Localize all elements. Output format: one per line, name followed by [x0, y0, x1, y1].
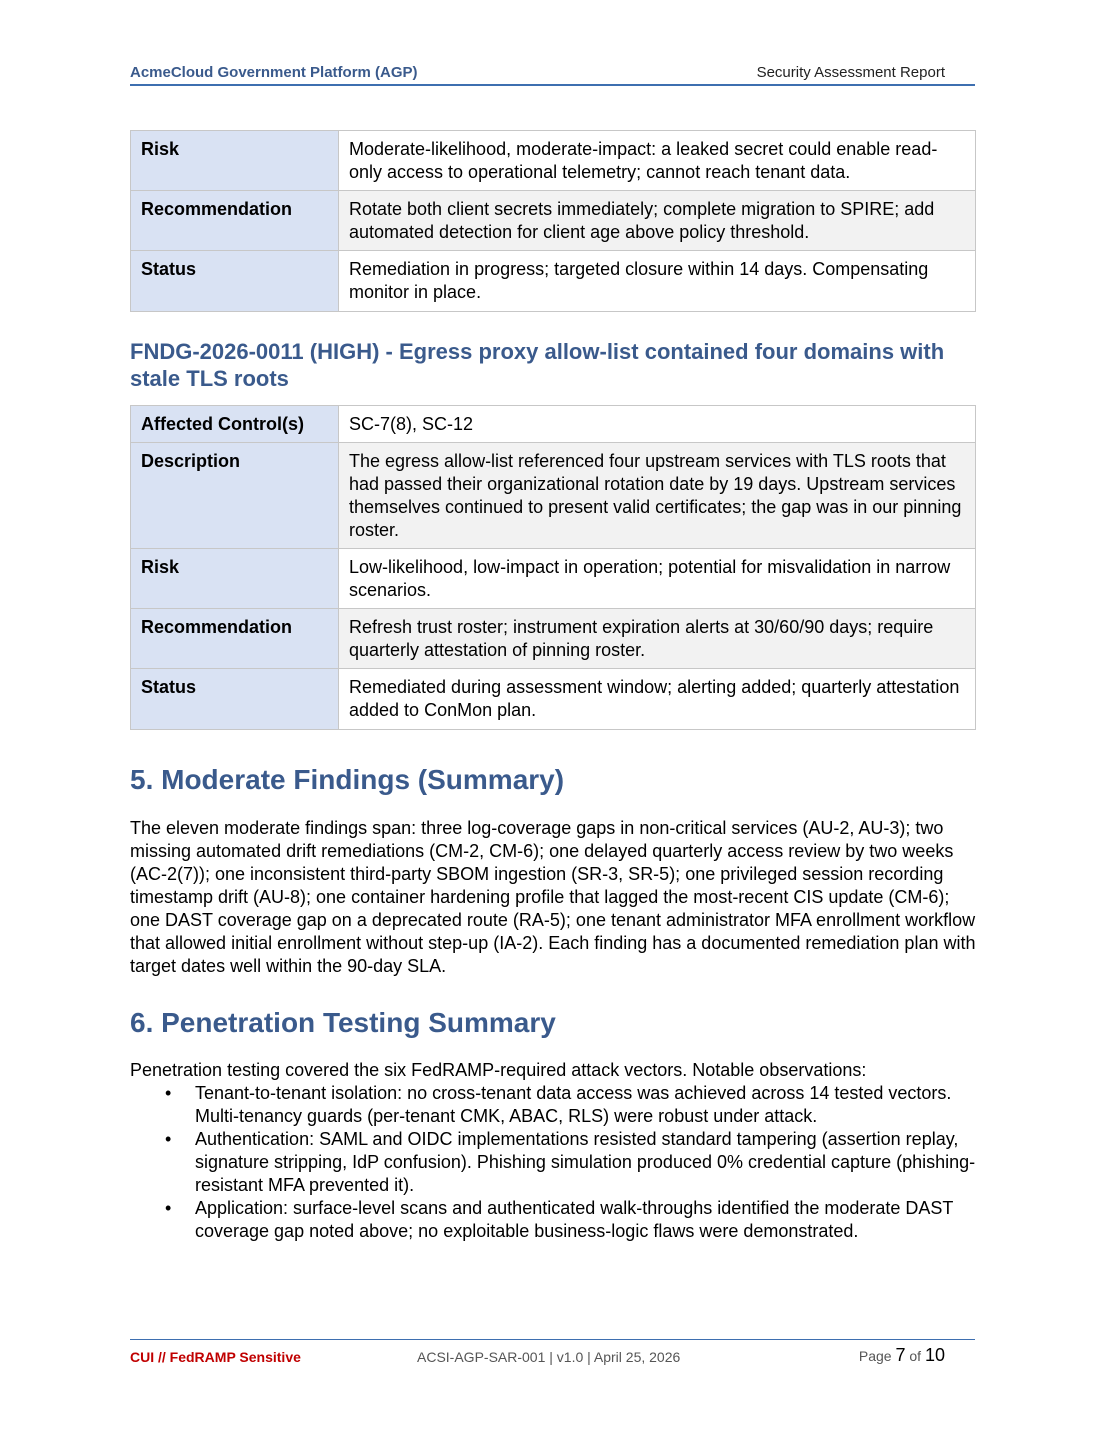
list-item-text: Application: surface-level scans and authenticated walk-throughs identified the moderate DAST coverage gap noted above; no exploitable business-logic flaws were demonstrated. — [195, 1198, 954, 1241]
page-of-label: of — [909, 1348, 922, 1364]
row-label: Risk — [131, 131, 339, 191]
cui-marking: CUI // FedRAMP Sensitive — [130, 1349, 301, 1365]
header-product-name: AcmeCloud Government Platform (AGP) — [130, 64, 418, 81]
row-label: Status — [131, 251, 339, 312]
section-heading-penetration-testing: 6. Penetration Testing Summary — [130, 1007, 556, 1038]
list-item-text: Tenant-to-tenant isolation: no cross-tenant data access was achieved across 14 tested vectors. Multi-tenancy guards (per-tenant CMK, ABAC, RLS) were robust under attack. — [195, 1083, 952, 1126]
row-value: Rotate both client secrets immediately; complete migration to SPIRE; add automated detection for client age above policy threshold. — [339, 191, 976, 251]
section-heading-moderate-findings: 5. Moderate Findings (Summary) — [130, 764, 565, 795]
row-value: Low-likelihood, low-impact in operation; potential for misvalidation in narrow scenarios. — [339, 549, 976, 609]
bullet-icon: • — [165, 1198, 172, 1218]
row-value: Remediation in progress; targeted closure within 14 days. Compensating monitor in place. — [339, 251, 976, 312]
observations-list — [130, 1082, 976, 1243]
page-header — [130, 64, 975, 86]
row-value: Refresh trust roster; instrument expiration alerts at 30/60/90 days; require quarterly attestation of pinning roster. — [339, 609, 976, 669]
row-label: Status — [131, 669, 339, 730]
row-label: Recommendation — [131, 609, 339, 669]
row-label: Affected Control(s) — [131, 406, 339, 443]
table-row — [131, 131, 976, 191]
page-number — [859, 1345, 945, 1366]
list-item — [130, 1128, 976, 1197]
table-row — [131, 406, 976, 443]
row-label: Recommendation — [131, 191, 339, 251]
table-row — [131, 191, 976, 251]
table-row — [131, 549, 976, 609]
document-id: ACSI-AGP-SAR-001 | v1.0 | April 25, 2026 — [417, 1349, 681, 1365]
bullet-icon: • — [165, 1083, 172, 1103]
table-row — [131, 443, 976, 549]
finding-detail-table-continued — [130, 130, 976, 312]
page-footer — [130, 1339, 975, 1370]
list-item — [130, 1082, 976, 1128]
list-item — [130, 1197, 976, 1243]
row-label: Description — [131, 443, 339, 549]
finding-detail-table — [130, 405, 976, 730]
section-intro-penetration-testing: Penetration testing covered the six FedRAMP-required attack vectors. Notable observations: — [130, 1060, 867, 1080]
current-page: 7 — [895, 1345, 906, 1365]
row-value: Remediated during assessment window; alerting added; quarterly attestation added to ConMon plan. — [339, 669, 976, 730]
page-label: Page — [858, 1348, 892, 1364]
finding-title: FNDG-2026-0011 (HIGH) - Egress proxy allow-list contained four domains with stale TLS roots — [130, 339, 945, 391]
section-body-moderate-findings: The eleven moderate findings span: three log-coverage gaps in non-critical services (AU-2, AU-3); two missing automated drift remediations (CM-2, CM-6); one delayed quarterly access review by two weeks (AC-2(7)); one inconsistent third-party SBOM ingestion (SR-3, SR-5); one privileged session recording timestamp drift (AU-8); one container hardening profile that lagged the most-recent CIS update (CM-6); one DAST coverage gap on a deprecated route (RA-5); one tenant administrator MFA enrollment workflow that allowed initial enrollment without step-up (IA-2). Each finding has a documented remediation plan with target dates well within the 90-day SLA. — [130, 818, 976, 976]
table-row — [131, 669, 976, 730]
bullet-icon: • — [165, 1129, 172, 1149]
row-label: Risk — [131, 549, 339, 609]
table-row — [131, 609, 976, 669]
row-value: The egress allow-list referenced four upstream services with TLS roots that had passed their organizational rotation date by 19 days. Upstream services themselves continued to present valid certificates; the gap was in our pinning roster. — [339, 443, 976, 549]
table-row — [131, 251, 976, 312]
list-item-text: Authentication: SAML and OIDC implementations resisted standard tampering (assertion replay, signature stripping, IdP confusion). Phishing simulation produced 0% credential capture (phishing-resistant MFA prevented it). — [195, 1129, 976, 1195]
row-value: SC-7(8), SC-12 — [339, 406, 976, 443]
row-value: Moderate-likelihood, moderate-impact: a leaked secret could enable read-only access to operational telemetry; cannot reach tenant data. — [339, 131, 976, 191]
page-content — [130, 130, 976, 1243]
total-pages: 10 — [924, 1345, 945, 1365]
header-report-title: Security Assessment Report — [756, 64, 945, 81]
